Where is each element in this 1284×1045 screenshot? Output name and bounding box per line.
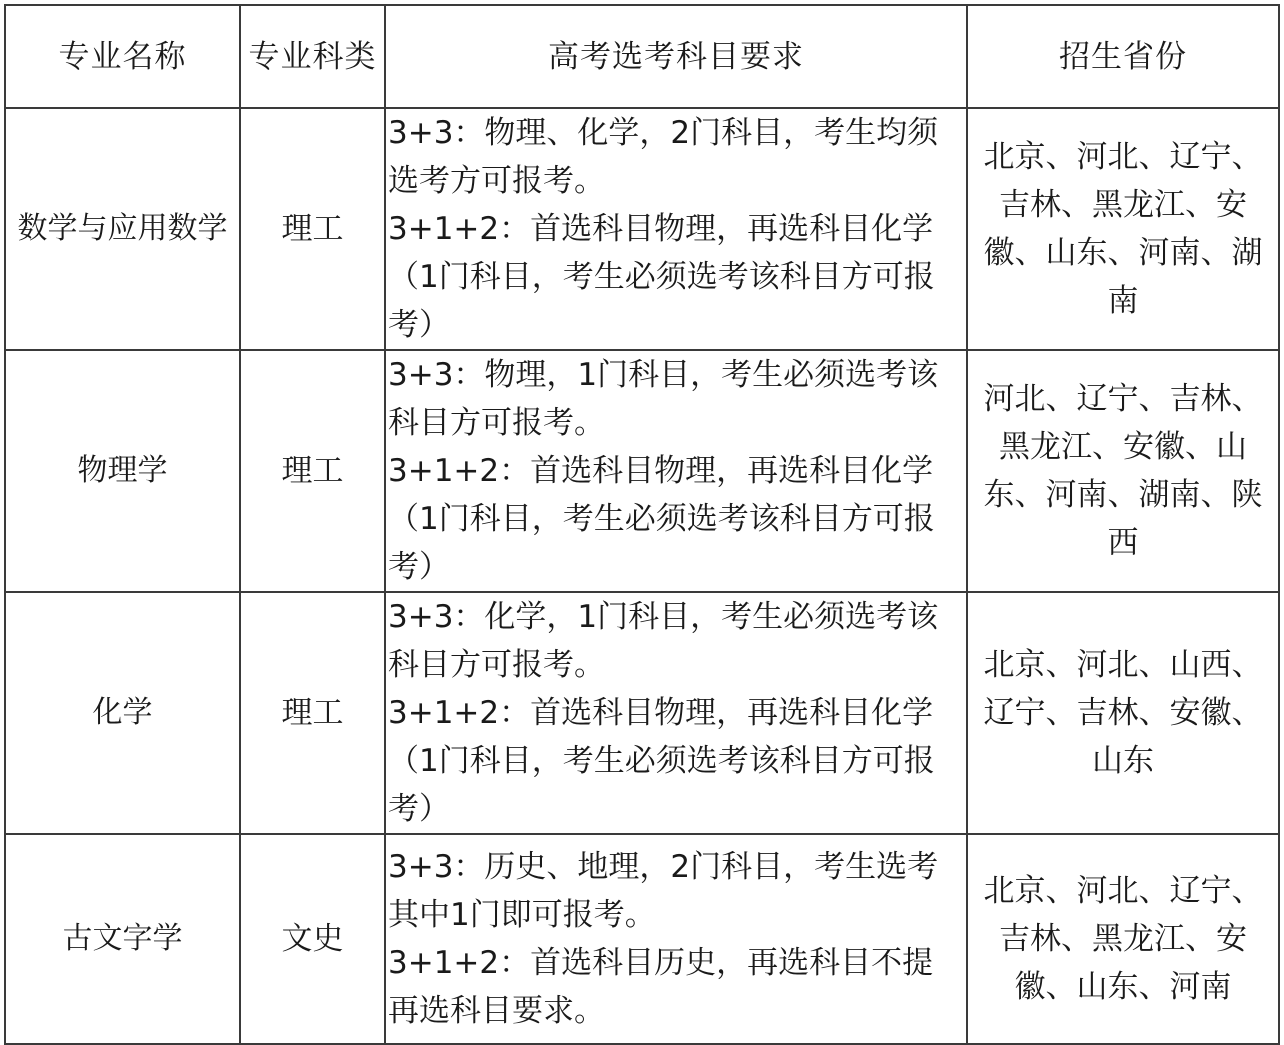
requirement-3-1-2: 3+1+2：首选科目物理，再选科目化学（1门科目，考生必须选考该科目方可报考） xyxy=(388,211,935,343)
major-name-cell: 古文字学 xyxy=(5,834,240,1044)
table-header-row xyxy=(5,5,1279,108)
requirement-3-1-2: 3+1+2：首选科目物理，再选科目化学（1门科目，考生必须选考该科目方可报考） xyxy=(388,695,935,827)
table-row xyxy=(5,834,1279,1044)
major-name-cell: 化学 xyxy=(5,592,240,834)
requirement-3-1-2: 3+1+2：首选科目历史，再选科目不提再选科目要求。 xyxy=(388,945,934,1029)
requirement-3-3: 3+3：物理、化学，2门科目，考生均须选考方可报考。 xyxy=(388,115,939,199)
requirements-cell xyxy=(385,350,967,592)
provinces-cell: 北京、河北、山西、辽宁、吉林、安徽、山东 xyxy=(967,592,1279,834)
requirement-3-3: 3+3：化学，1门科目，考生必须选考该科目方可报考。 xyxy=(388,599,939,683)
requirement-3-3: 3+3：物理，1门科目，考生必须选考该科目方可报考。 xyxy=(388,357,939,441)
requirement-3-1-2: 3+1+2：首选科目物理，再选科目化学（1门科目，考生必须选考该科目方可报考） xyxy=(388,453,935,585)
requirements-cell xyxy=(385,108,967,350)
category-cell: 文史 xyxy=(240,834,385,1044)
table-row xyxy=(5,108,1279,350)
category-cell: 理工 xyxy=(240,350,385,592)
requirements-cell xyxy=(385,592,967,834)
requirements-cell xyxy=(385,834,967,1044)
category-cell: 理工 xyxy=(240,108,385,350)
table-row xyxy=(5,350,1279,592)
header-category: 专业科类 xyxy=(240,5,385,108)
header-major-name: 专业名称 xyxy=(5,5,240,108)
major-name-cell: 物理学 xyxy=(5,350,240,592)
requirement-3-3: 3+3：历史、地理，2门科目，考生选考其中1门即可报考。 xyxy=(388,849,939,933)
major-name-cell: 数学与应用数学 xyxy=(5,108,240,350)
provinces-cell: 河北、辽宁、吉林、黑龙江、安徽、山东、河南、湖南、陕西 xyxy=(967,350,1279,592)
table-row xyxy=(5,592,1279,834)
header-requirements: 高考选考科目要求 xyxy=(385,5,967,108)
provinces-cell: 北京、河北、辽宁、吉林、黑龙江、安徽、山东、河南 xyxy=(967,834,1279,1044)
admission-requirements-table xyxy=(4,4,1280,1045)
provinces-cell: 北京、河北、辽宁、吉林、黑龙江、安徽、山东、河南、湖南 xyxy=(967,108,1279,350)
header-provinces: 招生省份 xyxy=(967,5,1279,108)
category-cell: 理工 xyxy=(240,592,385,834)
